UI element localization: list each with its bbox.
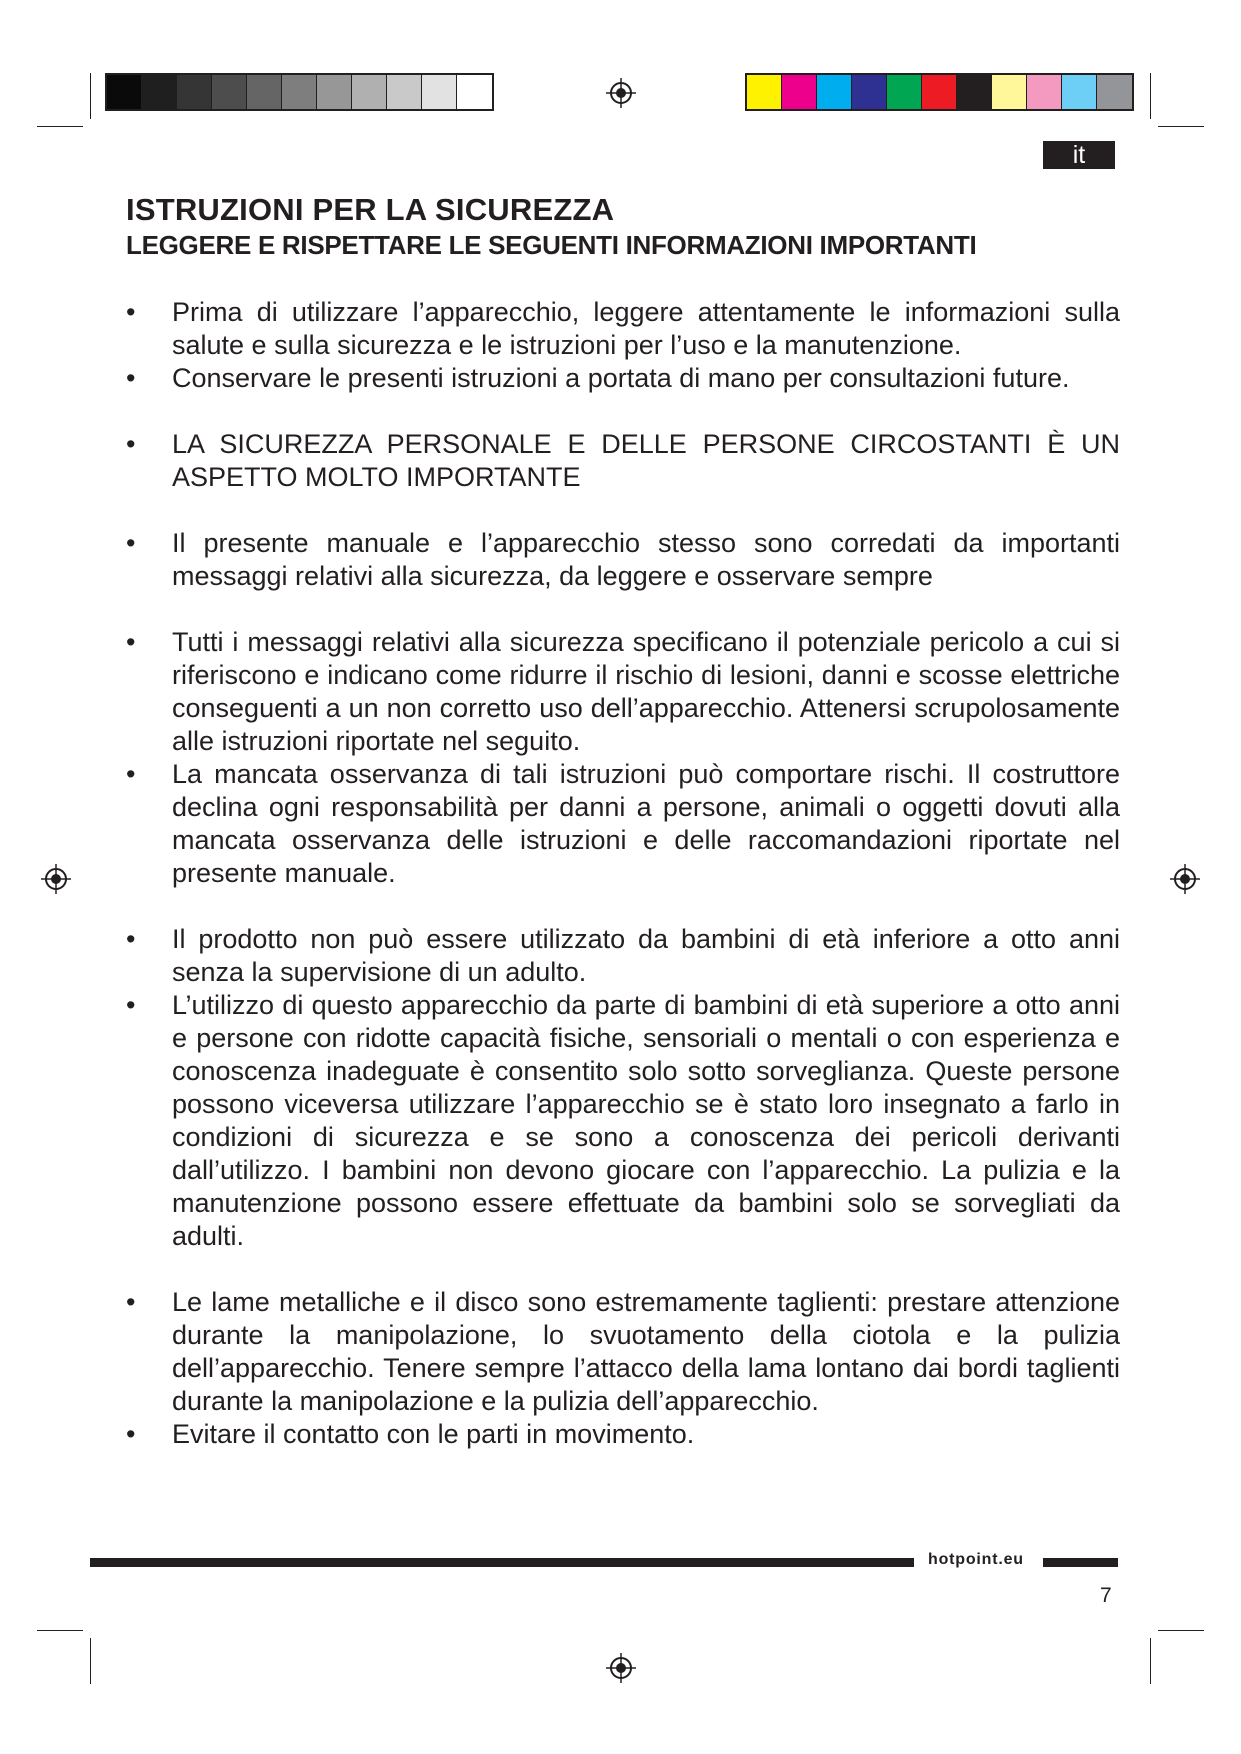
crop-mark xyxy=(90,73,91,119)
list-item: • Il presente manuale e l’apparecchio stesso sono corredati da importanti messaggi relativi alla sicurezza, da leggere e osservare sempre xyxy=(126,527,1120,593)
page-title: ISTRUZIONI PER LA SICUREZZA xyxy=(126,192,615,227)
crop-mark xyxy=(1150,1638,1151,1684)
list-item: • Il prodotto non può essere utilizzato da bambini di età inferiore a otto anni senza la supervisione di un adulto. xyxy=(126,923,1120,989)
footer-brand: hotpoint.eu xyxy=(928,1551,1024,1568)
registration-mark-icon xyxy=(41,864,71,894)
language-tab: it xyxy=(1043,141,1115,169)
crop-mark xyxy=(1158,126,1204,127)
footer-rule xyxy=(1043,1558,1118,1567)
crop-mark xyxy=(37,1630,83,1631)
calibration-swatch xyxy=(177,75,212,109)
list-item: • Evitare il contatto con le parti in movimento. xyxy=(126,1418,1120,1451)
calibration-swatch xyxy=(317,75,352,109)
crop-mark xyxy=(37,126,83,127)
calibration-swatch xyxy=(852,75,887,109)
registration-mark-icon xyxy=(606,1653,636,1683)
calibration-swatch xyxy=(247,75,282,109)
page-subtitle: LEGGERE E RISPETTARE LE SEGUENTI INFORMAZIONI IMPORTANTI xyxy=(126,230,977,260)
calibration-swatch xyxy=(387,75,422,109)
calibration-swatch xyxy=(457,75,492,109)
calibration-swatch xyxy=(922,75,957,109)
list-item: • Prima di utilizzare l’apparecchio, leggere attentamente le informazioni sulla salute e sulla sicurezza e le istruzioni per l’uso e la manutenzione. xyxy=(126,296,1120,362)
grayscale-calibration-bar xyxy=(105,73,494,111)
registration-mark-icon xyxy=(606,78,636,108)
calibration-swatch xyxy=(1097,75,1132,109)
calibration-swatch xyxy=(747,75,782,109)
list-item: • Le lame metalliche e il disco sono estremamente taglienti: prestare attenzione durante la manipolazione, lo svuotamento della ciotola e la pulizia dell’apparecchio. Tenere sempre l’attacco della lama lontano dai bordi taglienti durante la manipolazione e la pulizia dell’apparecchio. xyxy=(126,1286,1120,1418)
calibration-swatch xyxy=(422,75,457,109)
crop-mark xyxy=(1158,1630,1204,1631)
list-item: • Tutti i messaggi relativi alla sicurezza specificano il potenziale pericolo a cui si riferiscono e indicano come ridurre il rischio di lesioni, danni e scosse elettriche conseguenti a un non corretto uso dell’apparecchio. Attenersi scrupolosamente alle istruzioni riportate nel seguito. xyxy=(126,626,1120,758)
crop-mark xyxy=(1150,73,1151,119)
calibration-swatch xyxy=(352,75,387,109)
safety-instructions-list xyxy=(126,296,1120,1451)
calibration-swatch xyxy=(107,75,142,109)
calibration-swatch xyxy=(782,75,817,109)
crop-mark xyxy=(90,1638,91,1684)
list-item: • LA SICUREZZA PERSONALE E DELLE PERSONE CIRCOSTANTI È UN ASPETTO MOLTO IMPORTANTE xyxy=(126,428,1120,494)
calibration-swatch xyxy=(817,75,852,109)
calibration-swatch xyxy=(1027,75,1062,109)
calibration-swatch xyxy=(1062,75,1097,109)
calibration-swatch xyxy=(212,75,247,109)
calibration-swatch xyxy=(992,75,1027,109)
color-calibration-bar xyxy=(745,73,1134,111)
footer-rule xyxy=(90,1558,914,1567)
list-item: • Conservare le presenti istruzioni a portata di mano per consultazioni future. xyxy=(126,362,1120,395)
calibration-swatch xyxy=(957,75,992,109)
calibration-swatch xyxy=(142,75,177,109)
page-number: 7 xyxy=(1100,1584,1112,1607)
list-item: • L’utilizzo di questo apparecchio da parte di bambini di età superiore a otto anni e persone con ridotte capacità fisiche, sensoriali o mentali o con esperienza e conoscenza inadeguate è consentito solo sotto sorveglianza. Queste persone possono viceversa utilizzare l’apparecchio se è stato loro insegnato a farlo in condizioni di sicurezza e se sono a conoscenza dei pericoli derivanti dall’utilizzo. I bambini non devono giocare con l’apparecchio. La pulizia e la manutenzione possono essere effettuate da bambini solo se sorvegliati da adulti. xyxy=(126,989,1120,1253)
registration-mark-icon xyxy=(1170,864,1200,894)
list-item: • La mancata osservanza di tali istruzioni può comportare rischi. Il costruttore declina ogni responsabilità per danni a persone, animali o oggetti dovuti alla mancata osservanza delle istruzioni e delle raccomandazioni riportate nel presente manuale. xyxy=(126,758,1120,890)
calibration-swatch xyxy=(887,75,922,109)
calibration-swatch xyxy=(282,75,317,109)
